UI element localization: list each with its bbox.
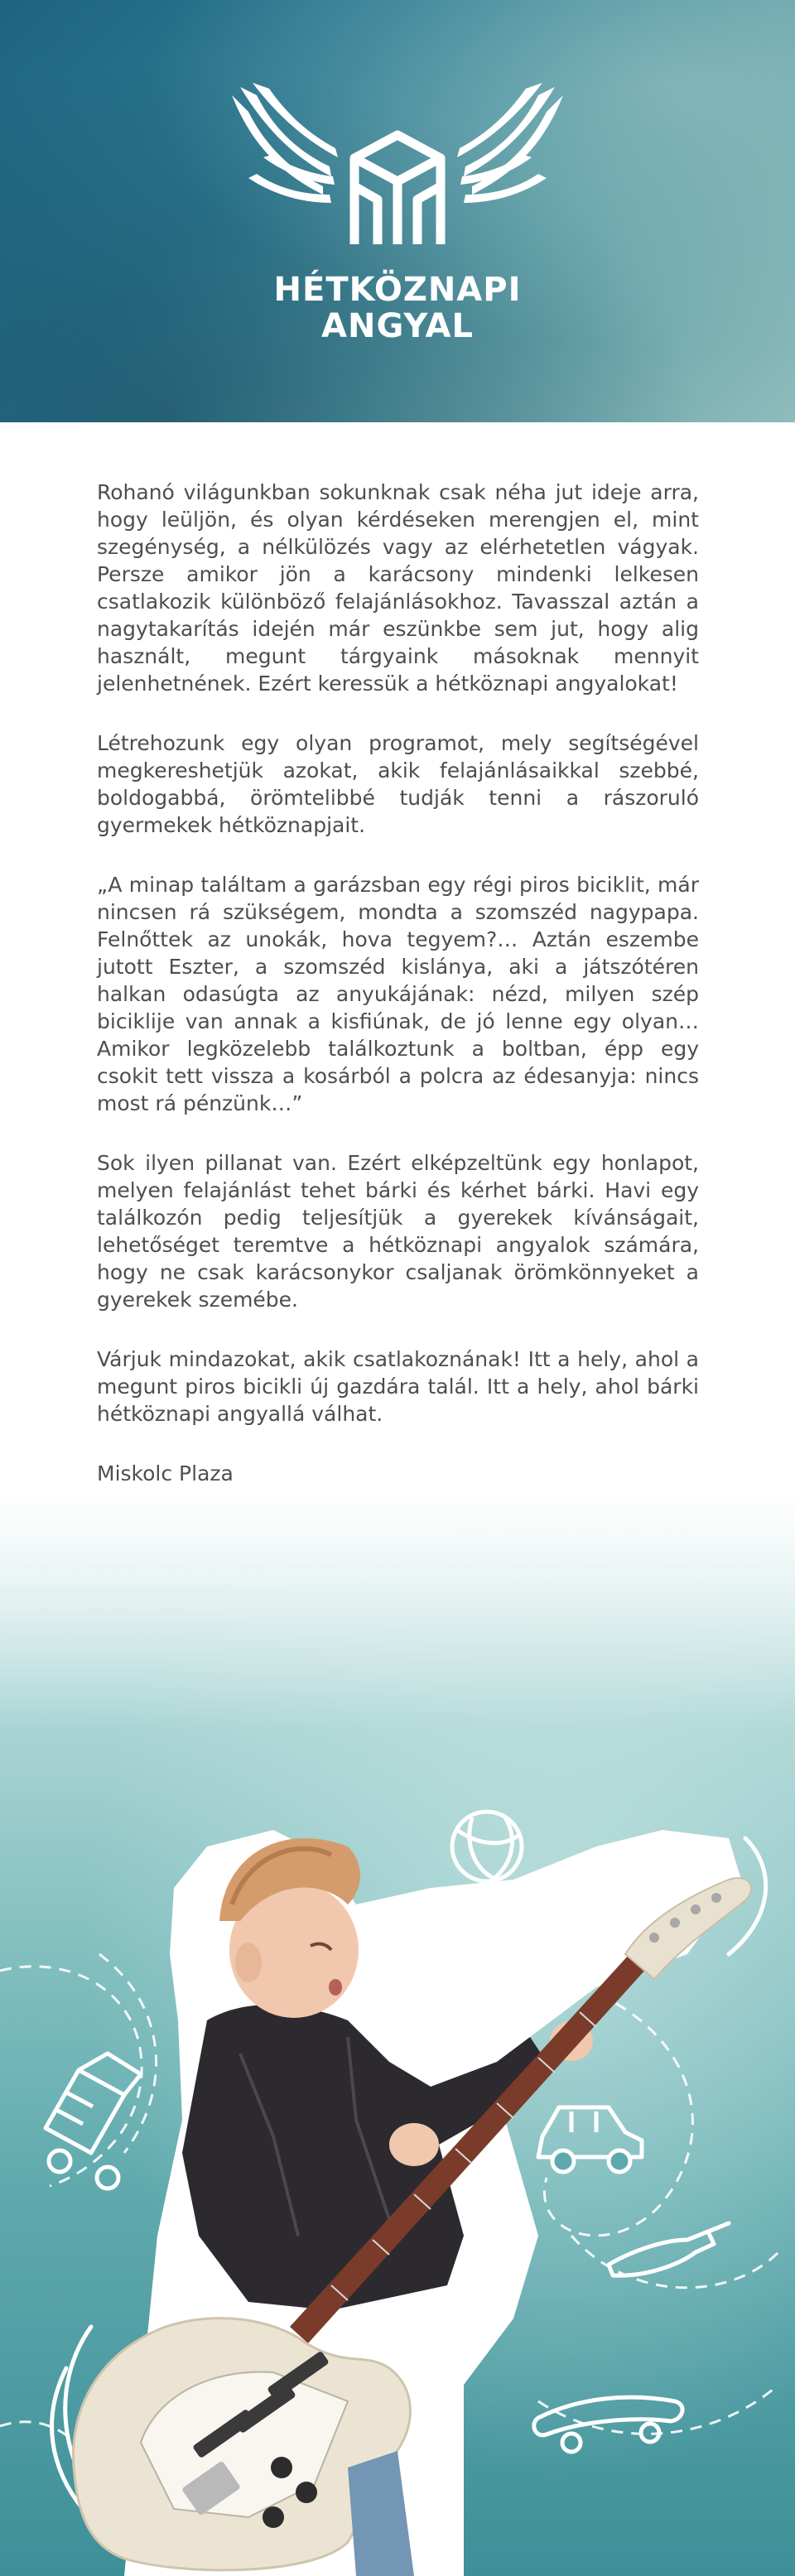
angel-wings-cube-icon — [224, 79, 571, 269]
paintbrush-icon — [609, 2223, 729, 2275]
toy-truck-icon — [46, 2054, 141, 2188]
skateboard-icon — [534, 2397, 682, 2452]
beach-ball-icon — [452, 1812, 522, 1881]
bottom-illustration — [0, 1490, 795, 2576]
brand-name-line-1: HÉTKÖZNAPI — [273, 271, 522, 309]
header-banner — [0, 0, 795, 422]
brand-name-line-2: ANGYAL — [321, 307, 474, 345]
signature: Miskolc Plaza — [97, 1461, 234, 1485]
paragraph-intro: Rohanó világunkban sokunknak csak néha jut ideje arra, hogy leüljön, és olyan kérdéseken merengjen el, mint szegénység, a nélkülözés vagy az elérhetetlen vágyak. Persze amikor jön a karácsony mindenki lelkesen csatlakozik különböző felajánlásokhoz. Tavasszal aztán a nagytakarítás idején már eszünkbe sem jut, hogy alig használt, megunt tárgyaink másoknak mennyit jelenhetnének. Ezért keressük a hétköznapi angyalokat! — [97, 480, 699, 696]
paragraph-website: Sok ilyen pillanat van. Ezért elképzeltünk egy honlapot, melyen felajánlást tehet bárki és kérhet bárki. Havi egy találkozón pedig teljesítjük a gyerekek kívánságait, lehetőséget teremtve a hétköznapi angyalok számára, hogy ne csak karácsonykor csaljanak örömkönnyeket a gyerekek szemébe. — [97, 1151, 699, 1312]
paragraph-invitation: Várjuk mindazokat, akik csatlakoznának! Itt a hely, ahol a megunt piros bicikli új gazdára talál. Itt a hely, ahol bárki hétköznapi angyallá válhat. — [97, 1347, 699, 1426]
paragraph-program: Létrehozunk egy olyan programot, mely segítségével megkereshetjük azokat, akik felajánlásaikkal szebbé, boldogabbá, örömtelibbé tudják tenni a rászoruló gyermekek hétköznapjait. — [97, 731, 699, 837]
toy-car-icon — [538, 2107, 642, 2172]
child-hand-left — [389, 2123, 439, 2166]
paragraph-story-quote: „A minap találtam a garázsban egy régi piros biciklit, már nincsen rá szükségem, mondta a szomszéd nagypapa. Felnőttek az unokák, hova tegyem?… Aztán eszembe jutott Eszter, a szomszéd kislánya, aki a játszótéren halkan odasúgta az anyukájának: nézd, milyen szép biciklije van annak a kisfiúnak, de jó lenne egy olyan… Amikor legközelebb találkoztunk a boltban, épp egy csokit tett vissza a kosárból a polcra az édesanyja: nincs most rá pénzünk…” — [97, 873, 699, 1115]
article-body — [97, 479, 699, 1487]
